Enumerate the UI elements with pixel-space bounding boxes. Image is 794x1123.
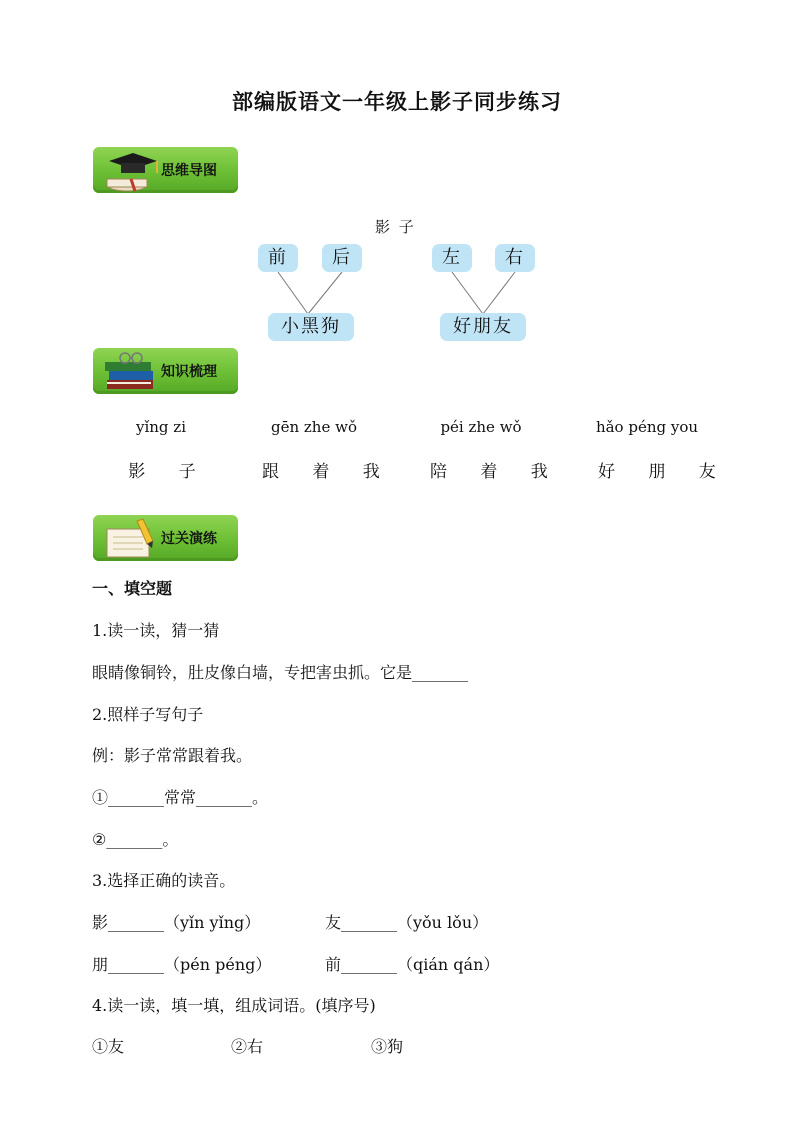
q2-line2: ②_______。 xyxy=(92,830,179,849)
mindmap-banner-label: 思维导图 xyxy=(161,163,217,179)
q3-item-d: 前_______（qián qán） xyxy=(325,955,500,974)
q3-item-a: 影_______（yǐn yǐng） xyxy=(92,913,261,932)
books-icon xyxy=(101,350,163,394)
mindmap-node-back: 后 xyxy=(322,244,362,272)
q3-item-c: 朋_______（pén péng） xyxy=(92,955,272,974)
q2-line1: ①_______常常_______。 xyxy=(92,788,269,807)
mindmap-node-little-black-dog: 小黑狗 xyxy=(268,313,354,341)
q4-option: ②右 xyxy=(231,1037,264,1056)
page-title: 部编版语文一年级上影子同步练习 xyxy=(232,90,562,114)
q2-title: 2.照样子写句子 xyxy=(92,705,204,724)
mindmap-node-front: 前 xyxy=(258,244,298,272)
q4-option: ③狗 xyxy=(371,1037,404,1056)
q2-example: 例：影子常常跟着我。 xyxy=(92,746,253,765)
q1-text: 眼睛像铜铃，肚皮像白墙，专把害虫抓。它是_______ xyxy=(92,663,469,682)
mindmap-root: 影 子 xyxy=(375,218,416,236)
knowledge-banner-label: 知识梳理 xyxy=(161,364,217,380)
practice-banner xyxy=(93,515,238,561)
q4-title: 4.读一读，填一填，组成词语。(填序号) xyxy=(92,996,376,1015)
vocab-pinyin: hǎo péng you xyxy=(595,418,699,436)
vocab-pinyin: yǐng zi xyxy=(135,418,186,436)
mindmap-node-good-friend: 好朋友 xyxy=(440,313,526,341)
mindmap-node-right: 右 xyxy=(495,244,535,272)
practice-banner-label: 过关演练 xyxy=(161,531,217,547)
q4-option: ①友 xyxy=(92,1037,125,1056)
section-heading: 一、填空题 xyxy=(92,579,173,598)
vocab-hanzi: 影 子 xyxy=(128,462,210,482)
q3-title: 3.选择正确的读音。 xyxy=(92,871,236,890)
vocab-hanzi: 陪 着 我 xyxy=(430,462,562,482)
vocab-pinyin: gēn zhe wǒ xyxy=(271,418,357,436)
vocab-hanzi: 跟 着 我 xyxy=(262,462,394,482)
q1-title: 1.读一读，猜一猜 xyxy=(92,621,220,640)
mindmap-connectors xyxy=(0,0,794,360)
vocab-hanzi: 好 朋 友 xyxy=(598,462,730,482)
notebook-pencil-icon xyxy=(101,517,163,561)
q3-item-b: 友_______（yǒu lǒu） xyxy=(325,913,489,932)
mindmap-node-left: 左 xyxy=(432,244,472,272)
knowledge-banner xyxy=(93,348,238,394)
vocab-pinyin: péi zhe wǒ xyxy=(440,418,522,436)
